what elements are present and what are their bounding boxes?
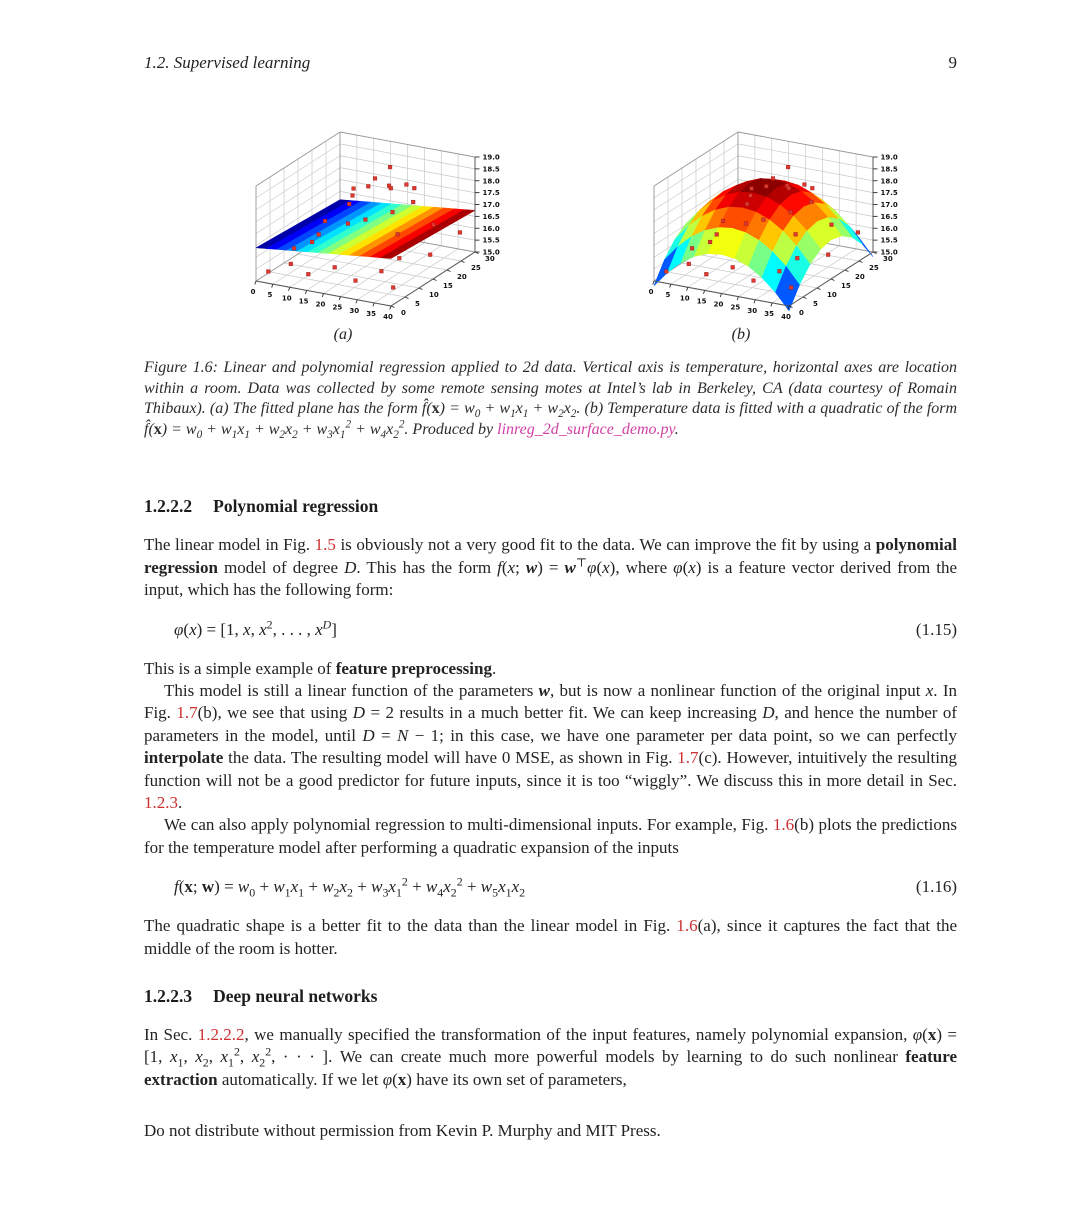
- text-segment: D: [322, 616, 332, 631]
- svg-text:10: 10: [429, 291, 439, 299]
- text-segment: (c). However, intuitively the resulting function will not be a good predictor for future inputs, since it is too “wiggly”. We discuss this in more detail in Sec.: [144, 748, 957, 790]
- figure-ref-link[interactable]: 1.2.3: [144, 793, 178, 813]
- section-title: Polynomial regression: [213, 496, 379, 517]
- text-segment: ) = [1,: [196, 619, 244, 639]
- text-segment: +: [304, 877, 323, 897]
- text-segment: ) =: [161, 420, 186, 438]
- text-segment: 1: [177, 1055, 184, 1070]
- text-segment: 5: [492, 885, 499, 900]
- text-segment: The quadratic shape is a better fit to the data than the linear model in Fig.: [144, 916, 677, 936]
- equation-number: (1.15): [915, 619, 957, 639]
- svg-text:35: 35: [366, 309, 376, 318]
- text-segment: − 1; in this case, we have one parameter per data point, so we can perfectly: [408, 725, 957, 745]
- text-segment: (b), we see that using: [197, 703, 353, 723]
- figure-1-6: [144, 113, 957, 440]
- text-segment: interpolate: [144, 748, 224, 768]
- text-segment: 2: [233, 1044, 240, 1059]
- text-segment: (: [682, 557, 689, 577]
- equation-number: (1.16): [915, 877, 957, 897]
- text-segment: φ: [587, 557, 597, 577]
- text-segment: +: [480, 400, 500, 418]
- svg-text:30: 30: [883, 255, 893, 263]
- text-segment: (b) plots the predictions for the temperature model after performing a quadratic expansion of the inputs: [144, 815, 957, 857]
- text-segment: ) = [1,: [144, 1025, 957, 1067]
- svg-text:15.0: 15.0: [482, 248, 500, 257]
- copyright-footer: Do not distribute without permission from Kevin P. Murphy and MIT Press.: [144, 1121, 661, 1141]
- text-segment: x: [285, 420, 293, 438]
- text-segment: ,: [239, 1047, 252, 1067]
- text-segment: 2: [398, 418, 405, 431]
- text-segment: x: [511, 877, 520, 897]
- text-segment: model of degree: [217, 557, 345, 577]
- text-segment: x: [925, 681, 934, 700]
- equation-body: [144, 874, 526, 900]
- paragraph: [144, 658, 957, 680]
- text-segment: f: [174, 877, 179, 897]
- text-segment: x: [169, 1047, 178, 1067]
- text-segment: x: [339, 877, 348, 897]
- figure-ref-link[interactable]: 1.7: [677, 748, 699, 768]
- text-segment: , and hence the number of parameters in the model, until: [144, 703, 958, 745]
- text-segment: In Sec.: [144, 1025, 198, 1045]
- svg-text:0: 0: [648, 288, 654, 296]
- surface-plot-b-wrap: [542, 113, 940, 346]
- text-segment: x: [927, 1025, 937, 1045]
- running-header-section: 1.2. Supervised learning: [144, 53, 311, 72]
- svg-text:20: 20: [713, 300, 724, 309]
- section-heading-polynomial-regression: [144, 496, 957, 517]
- text-segment: 1: [339, 428, 346, 441]
- text-segment: . This has the form: [356, 557, 498, 577]
- text-segment: 2: [456, 874, 463, 889]
- text-segment: . (b) Temperature data is fitted with a quadratic of the form: [576, 400, 958, 418]
- svg-text:25: 25: [471, 264, 481, 272]
- text-segment: +: [462, 877, 481, 897]
- text-segment: ,: [208, 1047, 221, 1067]
- text-segment: , · · · ]. We can create much more powerful models by learning to do such nonlinear: [271, 1047, 906, 1067]
- text-segment: φ: [673, 557, 683, 577]
- svg-text:17.0: 17.0: [482, 201, 500, 209]
- svg-text:15: 15: [443, 282, 453, 290]
- text-segment: w: [369, 420, 381, 438]
- svg-text:5: 5: [267, 291, 273, 300]
- figure-ref-link[interactable]: 1.5: [314, 535, 336, 555]
- equation-1-15: [144, 616, 957, 640]
- svg-text:16.0: 16.0: [482, 224, 500, 233]
- paragraph: [144, 680, 957, 814]
- text-segment: x: [602, 557, 610, 577]
- text-segment: x: [290, 877, 299, 897]
- surface-plot-a-wrap: [144, 113, 542, 346]
- svg-text:15: 15: [298, 297, 309, 306]
- text-segment: (a), since it captures the fact that the middle of the room is hotter.: [144, 916, 957, 958]
- text-segment: 4: [380, 428, 387, 441]
- text-segment: = 2 results in a much better fit. We can keep increasing: [365, 703, 763, 723]
- text-segment: x: [259, 619, 267, 639]
- text-segment: ) =: [214, 877, 238, 897]
- svg-text:5: 5: [415, 300, 420, 308]
- svg-text:5: 5: [813, 300, 818, 308]
- text-segment: We can also apply polynomial regression to multi-dimensional inputs. For example, Fig.: [164, 815, 773, 835]
- text-segment: x: [386, 420, 394, 438]
- text-segment: 1: [522, 408, 529, 421]
- svg-text:0: 0: [799, 309, 804, 317]
- text-segment: w: [538, 681, 551, 700]
- equation-1-16: [144, 874, 957, 900]
- text-segment: D: [762, 703, 775, 723]
- text-segment: w: [425, 877, 438, 897]
- text-segment: 2: [519, 885, 526, 900]
- text-segment: 1: [395, 885, 402, 900]
- svg-text:15.5: 15.5: [482, 236, 500, 245]
- text-segment: 2: [558, 408, 564, 421]
- text-segment: φ: [174, 619, 184, 639]
- text-segment: ) =: [537, 557, 565, 577]
- text-segment: Figure 1.6: Linear and polynomial regression applied to 2d data. Vertical axis is temperature, horizontal axes are location within a room. Data was collected by some remote sensing motes at Intel’s lab in Berkeley, CA (data courtesy of Romain Thibaux). (a) The fitted plane has the form: [144, 359, 957, 418]
- svg-text:18.5: 18.5: [880, 165, 898, 174]
- text-segment: x: [251, 1047, 260, 1067]
- text-segment: , . . . ,: [272, 619, 316, 639]
- paragraph: [144, 814, 957, 859]
- svg-text:20: 20: [315, 300, 326, 309]
- text-segment: f̂: [144, 420, 149, 438]
- figure-plots: [144, 113, 957, 346]
- text-segment: (: [922, 1025, 928, 1045]
- svg-text:30: 30: [485, 255, 495, 263]
- text-segment: ;: [192, 877, 202, 897]
- text-segment: 1: [231, 428, 238, 441]
- text-segment: 2: [333, 885, 340, 900]
- svg-text:15: 15: [696, 297, 707, 306]
- text-segment: 4: [437, 885, 444, 900]
- text-segment: x: [688, 557, 696, 577]
- text-segment: x: [220, 1047, 229, 1067]
- text-segment: ,: [250, 619, 260, 639]
- text-segment: 0: [249, 885, 256, 900]
- svg-text:20: 20: [457, 273, 467, 281]
- svg-text:15.5: 15.5: [880, 236, 898, 245]
- text-segment: 2: [265, 1044, 272, 1059]
- text-segment: w: [525, 557, 538, 577]
- text-segment: This is a simple example of: [144, 658, 336, 678]
- text-segment: =: [374, 725, 397, 745]
- svg-text:20: 20: [855, 273, 865, 281]
- surface-plot-b: [542, 113, 940, 326]
- text-segment: The linear model in Fig.: [144, 535, 315, 555]
- svg-text:25: 25: [869, 264, 879, 272]
- section-number: 1.2.2.2: [144, 496, 193, 517]
- svg-text:19.0: 19.0: [482, 153, 500, 162]
- text-segment: f̂: [421, 400, 427, 418]
- text-segment: ⊤: [575, 555, 588, 570]
- text-segment: , but is now a nonlinear function of the original input: [550, 681, 926, 700]
- text-segment: x: [153, 420, 162, 438]
- text-segment: w: [220, 420, 232, 438]
- text-segment: N: [396, 725, 409, 745]
- svg-text:17.5: 17.5: [880, 189, 898, 198]
- text-segment: 2: [345, 418, 352, 431]
- text-segment: 1: [228, 1055, 234, 1070]
- text-segment: (: [148, 420, 154, 438]
- subfigure-label-a: (a): [333, 326, 353, 343]
- text-segment: (: [392, 1069, 398, 1089]
- text-segment: w: [480, 877, 493, 897]
- text-segment: 2: [259, 1055, 266, 1070]
- svg-text:17.0: 17.0: [880, 201, 898, 209]
- text-segment: 1: [505, 885, 512, 900]
- text-segment: 3: [382, 885, 389, 900]
- text-segment: +: [528, 400, 548, 418]
- text-segment: x: [443, 877, 451, 897]
- text-segment: D: [362, 725, 375, 745]
- text-segment: x: [189, 619, 197, 639]
- paragraph: [144, 1024, 957, 1091]
- text-segment: +: [407, 877, 426, 897]
- text-segment: f: [497, 557, 502, 577]
- text-segment: ;: [515, 557, 526, 577]
- text-segment: x: [397, 1069, 407, 1089]
- text-segment: feature extraction: [144, 1047, 957, 1089]
- text-segment: w: [316, 420, 328, 438]
- text-segment: x: [184, 877, 193, 897]
- text-segment: ), where: [609, 557, 674, 577]
- svg-text:15.0: 15.0: [880, 248, 898, 257]
- text-segment: +: [249, 420, 269, 438]
- text-segment: w: [322, 877, 334, 897]
- figure-ref-link[interactable]: 1.6: [772, 815, 795, 835]
- text-segment: ): [406, 1069, 412, 1089]
- svg-text:40: 40: [383, 313, 393, 321]
- svg-text:5: 5: [665, 291, 671, 300]
- text-segment: w: [464, 400, 475, 418]
- surface-plot-a: [144, 113, 542, 326]
- text-segment: feature preprocessing: [335, 658, 492, 678]
- text-segment: 2: [393, 428, 399, 441]
- page-number: 9: [948, 53, 957, 72]
- text-segment: polynomial regression: [144, 535, 957, 577]
- text-segment: +: [255, 877, 274, 897]
- text-segment: x: [515, 400, 523, 418]
- text-segment: +: [353, 877, 372, 897]
- text-segment: ]: [331, 619, 337, 639]
- text-segment: w: [499, 400, 511, 418]
- svg-text:10: 10: [281, 294, 292, 303]
- svg-text:18.5: 18.5: [482, 165, 500, 174]
- section-title: Deep neural networks: [213, 986, 378, 1007]
- text-segment: w: [201, 877, 215, 897]
- text-segment: w: [237, 877, 250, 897]
- text-segment: φ: [382, 1069, 393, 1089]
- svg-text:16.0: 16.0: [880, 224, 898, 233]
- text-segment: is obviously not a very good fit to the data. We can improve the fit by using a: [335, 535, 876, 555]
- text-segment: .: [674, 420, 679, 438]
- text-segment: w: [185, 420, 197, 438]
- svg-text:10: 10: [827, 291, 837, 299]
- text-segment: w: [564, 557, 576, 577]
- text-segment: 0: [196, 428, 203, 441]
- text-segment: 2: [450, 885, 457, 900]
- text-segment: 2: [279, 428, 285, 441]
- text-segment: +: [202, 420, 221, 438]
- text-segment: ): [695, 557, 702, 577]
- code-link[interactable]: linreg_2d_surface_demo.py: [497, 420, 675, 438]
- text-segment: 1: [284, 885, 291, 900]
- page: [144, 0, 957, 1141]
- text-segment: is a feature vector derived from the input, which has the following form:: [144, 557, 957, 600]
- text-segment: (: [178, 877, 185, 897]
- svg-text:30: 30: [747, 306, 758, 315]
- text-segment: . In Fig.: [144, 681, 957, 723]
- text-segment: the data. The resulting model will have 0 MSE, as shown in Fig.: [223, 748, 678, 768]
- figure-ref-link[interactable]: 1.2.2.2: [197, 1025, 245, 1045]
- text-segment: (: [426, 400, 432, 418]
- text-segment: (: [501, 557, 508, 577]
- text-segment: .: [491, 658, 497, 678]
- svg-text:15: 15: [841, 282, 851, 290]
- text-segment: have its own set of parameters,: [411, 1069, 627, 1089]
- text-segment: +: [297, 420, 317, 438]
- text-segment: D: [352, 703, 366, 723]
- subfigure-label-b: (b): [731, 326, 751, 343]
- svg-text:40: 40: [781, 313, 791, 321]
- text-segment: w: [268, 420, 280, 438]
- text-segment: x: [237, 420, 245, 438]
- text-segment: 3: [327, 428, 333, 441]
- text-segment: w: [371, 877, 383, 897]
- text-segment: 2: [266, 616, 273, 631]
- svg-text:35: 35: [764, 309, 774, 318]
- svg-text:16.5: 16.5: [880, 212, 898, 221]
- text-segment: x: [388, 877, 396, 897]
- text-segment: ,: [183, 1047, 196, 1067]
- text-segment: 2: [202, 1055, 209, 1070]
- text-segment: w: [547, 400, 559, 418]
- text-segment: . Produced by: [404, 420, 498, 438]
- text-segment: x: [243, 619, 251, 639]
- figure-ref-link[interactable]: 1.6: [676, 916, 698, 936]
- text-segment: x: [431, 400, 440, 418]
- running-header: [144, 0, 957, 73]
- paragraph: [144, 534, 957, 601]
- text-segment: x: [563, 400, 571, 418]
- svg-text:18.0: 18.0: [880, 177, 898, 186]
- text-segment: +: [351, 420, 370, 438]
- text-segment: 2: [570, 408, 577, 421]
- text-segment: 2: [292, 428, 298, 441]
- svg-text:0: 0: [401, 309, 406, 317]
- text-segment: 0: [474, 408, 481, 421]
- text-segment: x: [195, 1047, 203, 1067]
- svg-text:30: 30: [349, 306, 360, 315]
- text-segment: x: [498, 877, 506, 897]
- text-segment: (: [596, 557, 603, 577]
- text-segment: , we manually specified the transformation of the input features, namely polynomial expansion,: [244, 1025, 913, 1045]
- section-number: 1.2.2.3: [144, 986, 193, 1007]
- text-segment: 2: [347, 885, 353, 900]
- text-segment: .: [178, 793, 183, 813]
- text-segment: φ: [912, 1025, 923, 1045]
- text-segment: 1: [510, 408, 516, 421]
- svg-text:16.5: 16.5: [482, 212, 500, 221]
- svg-text:25: 25: [332, 303, 343, 312]
- text-segment: 1: [244, 428, 250, 441]
- text-segment: This model is still a linear function of the parameters: [164, 681, 539, 700]
- text-segment: D: [344, 557, 357, 577]
- paragraph: [144, 915, 957, 960]
- figure-ref-link[interactable]: 1.7: [176, 703, 198, 723]
- text-segment: (: [183, 619, 190, 639]
- text-segment: x: [507, 557, 516, 577]
- svg-text:0: 0: [250, 288, 256, 296]
- text-segment: automatically. If we let: [217, 1069, 383, 1089]
- svg-text:17.5: 17.5: [482, 189, 500, 198]
- text-segment: w: [273, 877, 285, 897]
- equation-body: [144, 616, 337, 640]
- section-heading-deep-neural-networks: [144, 986, 957, 1007]
- text-segment: x: [332, 420, 340, 438]
- text-segment: 2: [401, 874, 408, 889]
- figure-caption: [144, 358, 957, 440]
- svg-text:25: 25: [730, 303, 741, 312]
- svg-text:19.0: 19.0: [880, 153, 898, 162]
- text-segment: ) =: [439, 400, 465, 418]
- svg-text:18.0: 18.0: [482, 177, 500, 186]
- text-segment: x: [315, 619, 323, 639]
- svg-text:10: 10: [679, 294, 690, 303]
- text-segment: 1: [298, 885, 305, 900]
